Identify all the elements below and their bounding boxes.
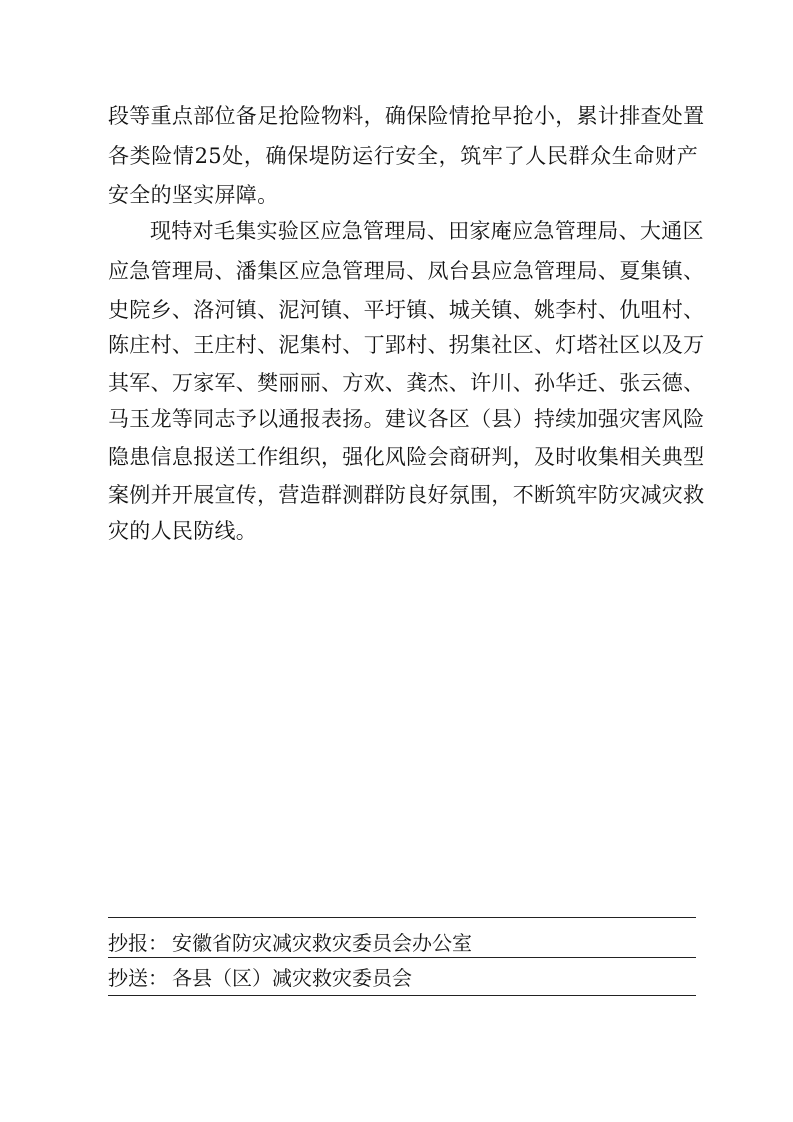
para2-lead-text: 现特对: [150, 219, 214, 243]
cc-report-line: [108, 926, 696, 960]
para2-line-2: 应急管理局、潘集区应急管理局、凤台县应急管理局、夏集镇、: [108, 259, 705, 283]
para2-line-1: [150, 211, 704, 251]
para2-line-8: 案例并开展宣传，营造群测群防良好氛围，不断筑牢防灾减灾救: [108, 483, 705, 507]
para1-line-1: 段等重点部位备足抢险物料，确保险情抢早抢小，累计排查处置: [108, 104, 705, 128]
para2-line-5: 其军、万家军、樊丽丽、方欢、龚杰、许川、孙华迁、张云德、: [108, 371, 705, 395]
para2-line-4: 陈庄村、王庄村、泥集村、丁郢村、拐集社区、灯塔社区以及万: [108, 333, 705, 357]
para1-line-2: 各类险情25处，确保堤防运行安全，筑牢了人民群众生命财产: [108, 144, 698, 168]
cc-report-value: 安徽省防灾减灾救灾委员会办公室: [172, 931, 472, 955]
para2-line-9: 灾的人民防线。: [108, 519, 258, 543]
cc-send-line: [108, 961, 696, 995]
para2-line-6-tail: 予以通报表扬。建议各区（县）持续加强灾害风险: [235, 407, 705, 431]
footer-middle-rule: [108, 957, 696, 958]
para2-line-3: 史院乡、洛河镇、泥河镇、平圩镇、城关镇、姚李村、仇咀村、: [108, 298, 705, 322]
cc-send-label: 抄送：: [108, 966, 168, 990]
cc-report-label: 抄报：: [108, 931, 168, 955]
commended-persons-text: 马玉龙等同志: [108, 407, 236, 431]
commended-units-text: 毛集实验区应急管理局、田家庵应急管理局、大通区: [213, 219, 704, 243]
footer-top-rule: [108, 917, 696, 918]
para2-line-7: 隐患信息报送工作组织，强化风险会商研判，及时收集相关典型: [108, 445, 705, 469]
para1-line-3: 安全的坚实屏障。: [108, 183, 279, 207]
para2-line-6: [108, 399, 705, 439]
footer-bottom-rule: [108, 995, 696, 996]
cc-send-value: 各县（区）减灾救灾委员会: [172, 966, 412, 990]
